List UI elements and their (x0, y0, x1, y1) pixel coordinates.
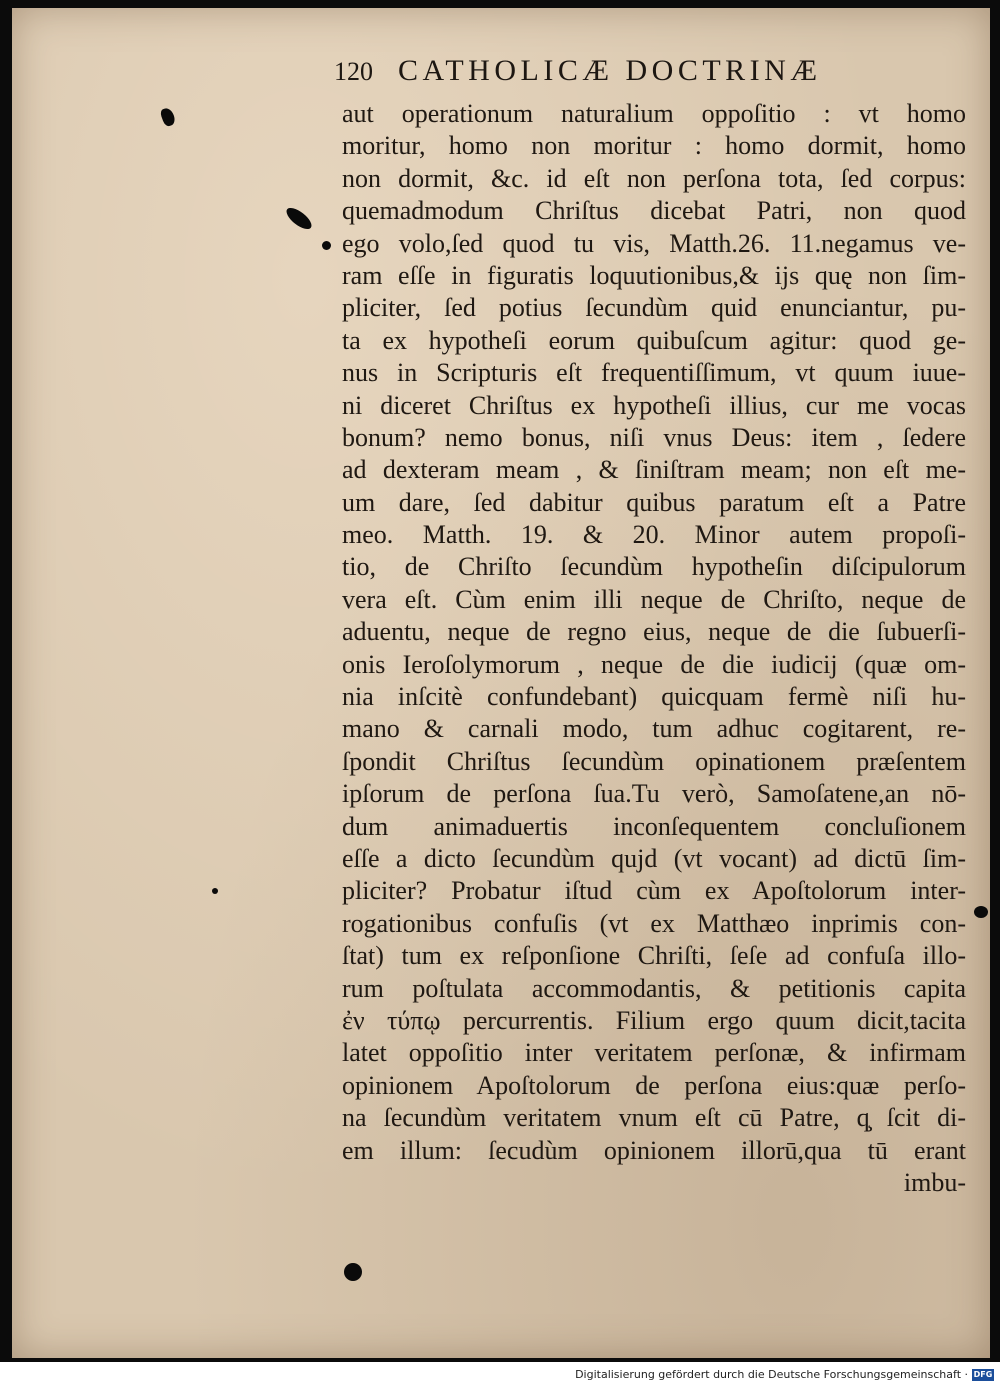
text-line: pliciter, ſed potius ſecundùm quid enunciantur, pu- (342, 293, 966, 323)
text-line: mano & carnali modo, tum adhuc cogitarent, re- (342, 714, 966, 744)
ink-blot (283, 204, 315, 233)
catchword: imbu- (903, 1167, 966, 1197)
body-text (342, 98, 966, 1199)
text-line: non dormit, &c. id eſt non perſona tota, ſed corpus: (342, 163, 966, 193)
text-line: eſſe a dicto ſecundùm qujd (vt vocant) ad dictū ſim- (342, 843, 966, 873)
text-line: latet oppoſitio inter veritatem perſonæ, & infirmam (342, 1038, 966, 1068)
text-line: bonum? nemo bonus, niſi vnus Deus: item , ſedere (342, 422, 966, 452)
text-line: nia inſcitè confundebant) quicquam fermè niſi hu- (342, 682, 966, 712)
text-line: rogationibus confuſis (vt ex Matthæo inprimis con- (342, 908, 966, 938)
text-line: dum animaduertis inconſequentem concluſionem (342, 811, 966, 841)
ink-dot (322, 241, 331, 250)
ink-dot (344, 1263, 362, 1281)
running-head (334, 54, 904, 94)
text-line: ram eſſe in figuratis loquutionibus,& ijs quę non ſim- (342, 260, 966, 290)
text-line: aduentu, neque de regno eius, neque de die ſubuerſi- (342, 617, 966, 647)
text-line: um dare, ſed dabitur quibus paratum eſt a Patre (342, 487, 966, 517)
text-line: ad dexteram meam , & ſiniſtram meam; non eſt me- (342, 455, 966, 485)
text-line: aut operationum naturalium oppoſitio : vt homo (342, 99, 966, 128)
text-line: na ſecundùm veritatem vnum eſt cū Patre, q̧ ſcit di- (342, 1103, 966, 1133)
text-line: ſpondit Chriſtus ſecundùm opinationem præſentem (342, 746, 966, 776)
footer-bar (0, 1362, 1000, 1388)
text-line: vera eſt. Cùm enim illi neque de Chriſto, neque de (342, 584, 966, 614)
text-line: moritur, homo non moritur : homo dormit, homo (342, 131, 966, 161)
text-line: ta ex hypotheſi eorum quibuſcum agitur: quod ge- (342, 325, 966, 355)
text-line: tio, de Chriſto ſecundùm hypotheſin diſcipulorum (342, 552, 966, 582)
text-line: ipſorum de perſona ſua.Tu verò, Samoſatene,an nō- (342, 779, 966, 809)
funding-notice: Digitalisierung gefördert durch die Deutsche Forschungsgemeinschaft · (575, 1368, 968, 1381)
text-line: ego volo,ſed quod tu vis, Matth.26. 11.negamus ve- (342, 228, 966, 258)
text-line: pliciter? Probatur iſtud cùm ex Apoſtolorum inter- (342, 876, 966, 906)
page-edge-notch (974, 906, 988, 918)
text-line: opinionem Apoſtolorum de perſona eius:quæ perſo- (342, 1070, 966, 1100)
text-line: rum poſtulata accommodantis, & petitionis capita (342, 973, 966, 1003)
text-line: onis Ieroſolymorum , neque de die iudicij (quæ om- (342, 649, 966, 679)
ink-dot (212, 888, 218, 894)
page-number: 120 (334, 57, 373, 86)
running-title: CATHOLICÆ DOCTRINÆ (398, 54, 822, 87)
text-line: nus in Scripturis eſt frequentiſſimum, vt quum iuue- (342, 358, 966, 388)
text-line: meo. Matth. 19. & 20. Minor autem propoſi- (342, 520, 966, 550)
text-line: ni diceret Chriſtus ex hypotheſi illius, cur me vocas (342, 390, 966, 420)
text-line: ἐν τύπῳ percurrentis. Filium ergo quum dicit,tacita (342, 1005, 966, 1035)
ink-blot (159, 106, 176, 127)
text-line: em illum: ſecudùm opinionem illorū,qua tū erant (342, 1135, 966, 1165)
text-line: quemadmodum Chriſtus dicebat Patri, non quod (342, 196, 966, 226)
text-line: ſtat) tum ex reſponſione Chriſti, ſeſe ad confuſa illo- (342, 941, 966, 971)
dfg-logo: DFG (973, 1370, 993, 1379)
book-page (12, 8, 990, 1358)
